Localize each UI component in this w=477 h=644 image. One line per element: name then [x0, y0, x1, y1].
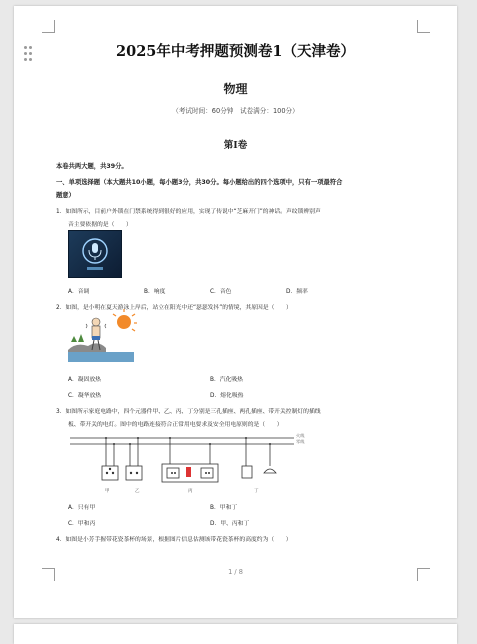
- device-label-yi: 乙: [135, 489, 140, 494]
- neutral-wire-label: 零线: [296, 439, 305, 444]
- device-label-jia: 甲: [105, 489, 110, 494]
- crop-mark-top-left: [42, 20, 55, 33]
- document-page-1: [14, 6, 457, 618]
- swimmer-illustration: [66, 312, 136, 364]
- subject-heading: 物理: [223, 82, 248, 96]
- page-indicator: 1 / 8: [228, 568, 243, 576]
- q2-option-a: A．凝固放热: [68, 377, 101, 383]
- volume-heading: 第Ⅰ卷: [223, 140, 248, 151]
- household-circuit-diagram: [70, 433, 310, 495]
- q1-option-b: B．响度: [144, 289, 166, 295]
- device-label-bing: 丙: [188, 489, 193, 494]
- document-title: 2025年中考押题预测卷1（天津卷）: [116, 43, 355, 60]
- microphone-icon: [69, 231, 121, 277]
- voice-lock-image: [68, 230, 122, 278]
- q3-option-d: D．甲、丙和丁: [210, 521, 250, 527]
- q2-option-c: C．凝华放热: [68, 393, 102, 399]
- question-3-text: 3．如图所示家庭电路中，四个元器件甲、乙、丙、丁分别是三孔插座、两孔插座、带开关控制灯的插线: [56, 409, 321, 415]
- q3-option-b: B．甲和丁: [210, 505, 238, 511]
- question-4-text: 4．如图是小芳手握带花瓷茶杯的场景，根据图片信息估测该带花瓷茶杯的高度约为（ ）: [56, 537, 292, 543]
- question-2-text: 2．如图，是小明在夏天游泳上岸后，站立在阳光中还“瑟瑟发抖”的情境，其原因是（ ）: [56, 305, 292, 311]
- q1-option-d: D．频率: [286, 289, 308, 295]
- q3-option-a: A．只有甲: [68, 505, 96, 511]
- document-page-2: [14, 624, 457, 644]
- question-1-text: 1．如图所示，目前户外锁在门禁系统得到很好的应用，实现了传说中“芝麻开门”的神话。声纹锁辨别声: [56, 209, 321, 215]
- section-1-heading-cont: 题意）: [56, 192, 75, 199]
- question-1-text-cont: 音主要依据的是（ ）: [68, 222, 132, 228]
- crop-mark-top-right: [417, 20, 430, 33]
- q2-option-d: D．熔化吸热: [210, 393, 244, 399]
- device-label-ding: 丁: [254, 489, 259, 494]
- question-3-text-cont: 板、带开关的电灯。图中的电路连接符合正常用电要求及安全用电原则的是（ ）: [68, 422, 283, 428]
- live-wire-label: 火线: [296, 433, 305, 438]
- volume-intro: 本卷共两大题，共39分。: [56, 163, 128, 170]
- exam-info: （考试时间：60分钟 试卷满分：100分）: [172, 107, 299, 115]
- section-1-heading: 一、单项选择题（本大题共10小题，每小题3分，共30分。每小题给出的四个选项中，只有一项最符合: [56, 179, 343, 186]
- q1-option-a: A．音调: [68, 289, 90, 295]
- q3-option-c: C．甲和丙: [68, 521, 96, 527]
- q1-option-c: C．音色: [210, 289, 232, 295]
- q2-option-b: B．汽化吸热: [210, 377, 243, 383]
